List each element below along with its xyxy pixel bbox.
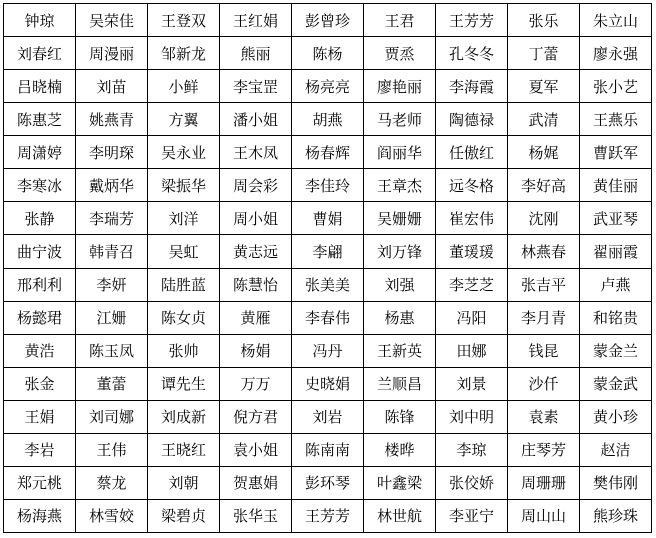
name-cell: 刘景 bbox=[436, 367, 508, 400]
name-cell: 李春伟 bbox=[292, 301, 364, 334]
name-cell: 沈刚 bbox=[508, 202, 580, 235]
name-cell: 翟丽霞 bbox=[580, 235, 652, 268]
name-cell: 王新英 bbox=[364, 334, 436, 367]
name-cell: 贺惠娟 bbox=[220, 466, 292, 499]
name-cell: 沙仟 bbox=[508, 367, 580, 400]
name-cell: 刘成新 bbox=[148, 400, 220, 433]
name-cell: 杨娟 bbox=[220, 334, 292, 367]
name-cell: 李好高 bbox=[508, 169, 580, 202]
name-cell: 李明琛 bbox=[76, 136, 148, 169]
name-cell: 和铭贵 bbox=[580, 301, 652, 334]
name-cell: 周漫丽 bbox=[76, 37, 148, 70]
name-cell: 廖艳丽 bbox=[364, 70, 436, 103]
name-cell: 田娜 bbox=[436, 334, 508, 367]
name-cell: 董蕾 bbox=[76, 367, 148, 400]
table-row bbox=[4, 235, 652, 268]
name-cell: 刘强 bbox=[364, 268, 436, 301]
name-cell: 陆胜蓝 bbox=[148, 268, 220, 301]
name-cell: 叶鑫梁 bbox=[364, 466, 436, 499]
name-cell: 王芳芳 bbox=[436, 4, 508, 37]
name-cell: 小鲜 bbox=[148, 70, 220, 103]
name-cell: 周会彩 bbox=[220, 169, 292, 202]
name-cell: 王君 bbox=[364, 4, 436, 37]
name-cell: 黄小珍 bbox=[580, 400, 652, 433]
table-row bbox=[4, 136, 652, 169]
table-row bbox=[4, 4, 652, 37]
name-cell: 张金 bbox=[4, 367, 76, 400]
name-cell: 樊伟刚 bbox=[580, 466, 652, 499]
name-cell: 贾烝 bbox=[364, 37, 436, 70]
name-cell: 兰顺昌 bbox=[364, 367, 436, 400]
name-cell: 卢燕 bbox=[580, 268, 652, 301]
names-table bbox=[3, 3, 652, 533]
name-cell: 戴炳华 bbox=[76, 169, 148, 202]
name-cell: 冯丹 bbox=[292, 334, 364, 367]
name-cell: 冯阳 bbox=[436, 301, 508, 334]
name-cell: 陈慧怡 bbox=[220, 268, 292, 301]
name-cell: 韩青召 bbox=[76, 235, 148, 268]
name-cell: 王登双 bbox=[148, 4, 220, 37]
name-cell: 熊珍珠 bbox=[580, 499, 652, 532]
name-cell: 方翼 bbox=[148, 103, 220, 136]
name-cell: 张美美 bbox=[292, 268, 364, 301]
name-cell: 陈玉凤 bbox=[76, 334, 148, 367]
name-cell: 李翩 bbox=[292, 235, 364, 268]
name-cell: 陈杨 bbox=[292, 37, 364, 70]
name-cell: 李亚宁 bbox=[436, 499, 508, 532]
name-cell: 阎丽华 bbox=[364, 136, 436, 169]
name-cell: 杨娓 bbox=[508, 136, 580, 169]
name-cell: 陈南南 bbox=[292, 433, 364, 466]
name-cell: 江姗 bbox=[76, 301, 148, 334]
name-cell: 潘小姐 bbox=[220, 103, 292, 136]
name-cell: 赵洁 bbox=[580, 433, 652, 466]
name-cell: 吴姗姗 bbox=[364, 202, 436, 235]
name-cell: 周珊珊 bbox=[508, 466, 580, 499]
name-cell: 李寒冰 bbox=[4, 169, 76, 202]
name-cell: 刘春红 bbox=[4, 37, 76, 70]
name-cell: 张吉平 bbox=[508, 268, 580, 301]
name-cell: 崔宏伟 bbox=[436, 202, 508, 235]
name-cell: 李月青 bbox=[508, 301, 580, 334]
name-cell: 刘朝 bbox=[148, 466, 220, 499]
name-cell: 孔冬冬 bbox=[436, 37, 508, 70]
name-cell: 邢利利 bbox=[4, 268, 76, 301]
name-cell: 蒙金武 bbox=[580, 367, 652, 400]
name-cell: 郑元桃 bbox=[4, 466, 76, 499]
table-row bbox=[4, 400, 652, 433]
name-cell: 刘苗 bbox=[76, 70, 148, 103]
name-cell: 张佼娇 bbox=[436, 466, 508, 499]
table-row bbox=[4, 169, 652, 202]
table-row bbox=[4, 367, 652, 400]
name-cell: 梁碧贞 bbox=[148, 499, 220, 532]
name-cell: 张华玉 bbox=[220, 499, 292, 532]
name-cell: 刘洋 bbox=[148, 202, 220, 235]
name-cell: 李海霞 bbox=[436, 70, 508, 103]
name-cell: 丁蕾 bbox=[508, 37, 580, 70]
name-cell: 曹娟 bbox=[292, 202, 364, 235]
name-cell: 远冬格 bbox=[436, 169, 508, 202]
table-row bbox=[4, 466, 652, 499]
table-row bbox=[4, 499, 652, 532]
name-cell: 钱昆 bbox=[508, 334, 580, 367]
name-cell: 袁素 bbox=[508, 400, 580, 433]
name-cell: 蔡龙 bbox=[76, 466, 148, 499]
name-cell: 袁小姐 bbox=[220, 433, 292, 466]
name-cell: 杨春辉 bbox=[292, 136, 364, 169]
table-row bbox=[4, 334, 652, 367]
name-cell: 吕晓楠 bbox=[4, 70, 76, 103]
name-cell: 杨懿珺 bbox=[4, 301, 76, 334]
name-cell: 林燕春 bbox=[508, 235, 580, 268]
name-cell: 张静 bbox=[4, 202, 76, 235]
table-row bbox=[4, 268, 652, 301]
table-row bbox=[4, 433, 652, 466]
name-cell: 李芝芝 bbox=[436, 268, 508, 301]
table-row bbox=[4, 70, 652, 103]
name-cell: 刘岩 bbox=[292, 400, 364, 433]
name-cell: 任傲红 bbox=[436, 136, 508, 169]
name-cell: 倪方君 bbox=[220, 400, 292, 433]
name-cell: 王伟 bbox=[76, 433, 148, 466]
name-cell: 曲宁波 bbox=[4, 235, 76, 268]
name-cell: 王芳芳 bbox=[292, 499, 364, 532]
table-row bbox=[4, 202, 652, 235]
name-cell: 刘中明 bbox=[436, 400, 508, 433]
name-cell: 吴永业 bbox=[148, 136, 220, 169]
name-cell: 彭曾珍 bbox=[292, 4, 364, 37]
name-cell: 陶德禄 bbox=[436, 103, 508, 136]
name-cell: 武亚琴 bbox=[580, 202, 652, 235]
name-cell: 李岩 bbox=[4, 433, 76, 466]
name-cell: 周潇婷 bbox=[4, 136, 76, 169]
name-cell: 夏军 bbox=[508, 70, 580, 103]
name-cell: 黄浩 bbox=[4, 334, 76, 367]
table-row bbox=[4, 301, 652, 334]
name-cell: 王章杰 bbox=[364, 169, 436, 202]
name-cell: 林世航 bbox=[364, 499, 436, 532]
table-row bbox=[4, 103, 652, 136]
name-cell: 林雪姣 bbox=[76, 499, 148, 532]
name-cell: 姚燕青 bbox=[76, 103, 148, 136]
name-cell: 廖永强 bbox=[580, 37, 652, 70]
name-cell: 邹新龙 bbox=[148, 37, 220, 70]
name-cell: 武清 bbox=[508, 103, 580, 136]
name-cell: 黄志远 bbox=[220, 235, 292, 268]
name-cell: 蒙金兰 bbox=[580, 334, 652, 367]
name-cell: 王木凤 bbox=[220, 136, 292, 169]
name-cell: 彭环琴 bbox=[292, 466, 364, 499]
name-cell: 谭先生 bbox=[148, 367, 220, 400]
name-cell: 杨惠 bbox=[364, 301, 436, 334]
table-row bbox=[4, 37, 652, 70]
name-cell: 李妍 bbox=[76, 268, 148, 301]
name-cell: 梁振华 bbox=[148, 169, 220, 202]
name-cell: 杨亮亮 bbox=[292, 70, 364, 103]
name-cell: 王娟 bbox=[4, 400, 76, 433]
name-cell: 张乐 bbox=[508, 4, 580, 37]
name-cell: 曹跃军 bbox=[580, 136, 652, 169]
name-cell: 庄琴芳 bbox=[508, 433, 580, 466]
name-cell: 陈惠芝 bbox=[4, 103, 76, 136]
name-cell: 史晓娟 bbox=[292, 367, 364, 400]
name-cell: 周山山 bbox=[508, 499, 580, 532]
name-cell: 刘万锋 bbox=[364, 235, 436, 268]
name-cell: 董瑗瑗 bbox=[436, 235, 508, 268]
name-cell: 黄佳丽 bbox=[580, 169, 652, 202]
name-cell: 王红娟 bbox=[220, 4, 292, 37]
name-cell: 王晓红 bbox=[148, 433, 220, 466]
name-cell: 刘司娜 bbox=[76, 400, 148, 433]
name-cell: 马老师 bbox=[364, 103, 436, 136]
name-cell: 黄雁 bbox=[220, 301, 292, 334]
name-cell: 朱立山 bbox=[580, 4, 652, 37]
name-cell: 钟琼 bbox=[4, 4, 76, 37]
name-cell: 吴虹 bbox=[148, 235, 220, 268]
name-cell: 李琼 bbox=[436, 433, 508, 466]
name-cell: 胡燕 bbox=[292, 103, 364, 136]
name-cell: 楼晔 bbox=[364, 433, 436, 466]
names-table-body bbox=[4, 4, 652, 533]
name-cell: 李宝罡 bbox=[220, 70, 292, 103]
name-cell: 陈锋 bbox=[364, 400, 436, 433]
name-cell: 吴荣佳 bbox=[76, 4, 148, 37]
name-cell: 张帅 bbox=[148, 334, 220, 367]
name-cell: 周小姐 bbox=[220, 202, 292, 235]
name-cell: 杨海燕 bbox=[4, 499, 76, 532]
name-cell: 万万 bbox=[220, 367, 292, 400]
name-cell: 张小艺 bbox=[580, 70, 652, 103]
name-cell: 陈女贞 bbox=[148, 301, 220, 334]
name-cell: 王燕乐 bbox=[580, 103, 652, 136]
name-cell: 李佳玲 bbox=[292, 169, 364, 202]
name-cell: 李瑞芳 bbox=[76, 202, 148, 235]
name-cell: 熊丽 bbox=[220, 37, 292, 70]
